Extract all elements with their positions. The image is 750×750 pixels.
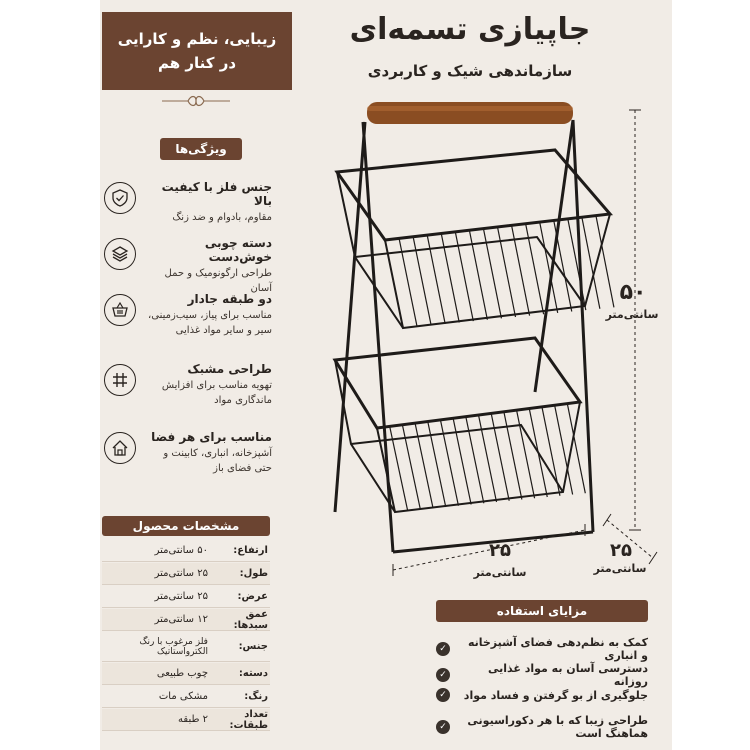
spec-row [102,686,270,708]
check-icon: ✓ [436,642,450,656]
spec-row [102,609,270,631]
features-header: ویژگی‌ها [160,138,242,160]
benefit-item [436,662,648,688]
tagline-line-2: در کنار هم [157,54,237,72]
feature-desc: تهویه مناسب برای افزایش ماندگاری مواد [161,380,272,406]
spec-key: جنس: [238,641,268,652]
spec-value: ۲۵ سانتی‌متر [154,568,208,579]
feature-title: جنس فلز با کیفیت بالا [161,180,272,208]
feature-desc: آشپزخانه، انباری، کابینت و حتی فضای باز [163,448,272,474]
feature-desc: مقاوم، بادوام و ضد زنگ [172,212,272,223]
tagline-banner [102,12,292,90]
tagline-line-1: زیبایی، نظم و کارایی [117,30,277,48]
width-unit: سانتی‌متر [473,566,527,579]
spec-value: ۵۰ سانتی‌متر [154,545,208,556]
spec-value: ۲۵ سانتی‌متر [154,591,208,602]
layers-icon [104,238,136,270]
product-subtitle: سازماندهی شیک و کاربردی [367,62,573,80]
width-value: ۲۵ [489,540,511,561]
flourish-ornament-icon [160,94,232,108]
height-value: ۵۰ [619,280,647,305]
product-title: جاپیازی تسمه‌ای [349,12,591,47]
depth-unit: سانتی‌متر [593,562,647,575]
benefit-text: کمک به نظم‌دهی فضای آشپزخانه و انباری [467,636,648,662]
spec-key: تعداد طبقات: [229,708,268,731]
spec-row [102,709,270,731]
check-icon: ✓ [436,688,450,702]
spec-row [102,632,270,662]
basket-icon [104,294,136,326]
benefit-item [436,636,648,662]
shield-check-icon [104,182,136,214]
feature-item [104,236,272,296]
spec-value: فلز مرغوب با رنگ الکترواستاتیک [139,636,208,657]
spec-key: ارتفاع: [233,545,268,556]
benefit-item [436,714,648,740]
feature-title: طراحی مشبک [187,362,272,376]
specs-header: مشخصات محصول [102,516,270,536]
check-icon: ✓ [436,668,450,682]
spec-value: مشکی مات [158,691,208,702]
grid-icon [104,364,136,396]
spec-row [102,586,270,608]
spec-key: عمق سبدها: [233,608,268,631]
spec-row [102,663,270,685]
spec-key: عرض: [237,591,268,602]
depth-value: ۲۵ [610,540,632,561]
feature-title: مناسب برای هر فضا [151,430,272,444]
spec-key: طول: [239,568,268,579]
feature-desc: طراحی ارگونومیک و حمل آسان [164,268,272,294]
spec-value: ۱۲ سانتی‌متر [154,614,208,625]
feature-title: دسته چوبی خوش‌دست [204,236,272,264]
spec-key: رنگ: [244,691,268,702]
benefit-item [436,688,648,702]
check-icon: ✓ [436,720,450,734]
spec-value: چوب طبیعی [156,668,208,679]
spec-row [102,563,270,585]
benefit-text: دسترسی آسان به مواد غذایی روزانه [488,662,648,688]
spec-value: ۲ طبقه [178,714,208,725]
feature-item [104,362,272,408]
feature-desc: مناسب برای پیاز، سیب‌زمینی، سیر و سایر مواد غذایی [148,310,272,336]
dimension-lines [385,100,665,590]
benefit-text: جلوگیری از بو گرفتن و فساد مواد [463,688,648,702]
spec-row [102,540,270,562]
feature-item [104,430,272,476]
feature-item [104,292,272,338]
benefit-text: طراحی زیبا که با هر دکوراسیونی هماهنگ است [467,714,648,740]
height-unit: سانتی‌متر [605,308,659,321]
spec-key: دسته: [238,668,268,679]
feature-title: دو طبقه جادار [187,292,272,306]
feature-item [104,180,272,225]
house-icon [104,432,136,464]
benefits-header: مزایای استفاده [436,600,648,622]
